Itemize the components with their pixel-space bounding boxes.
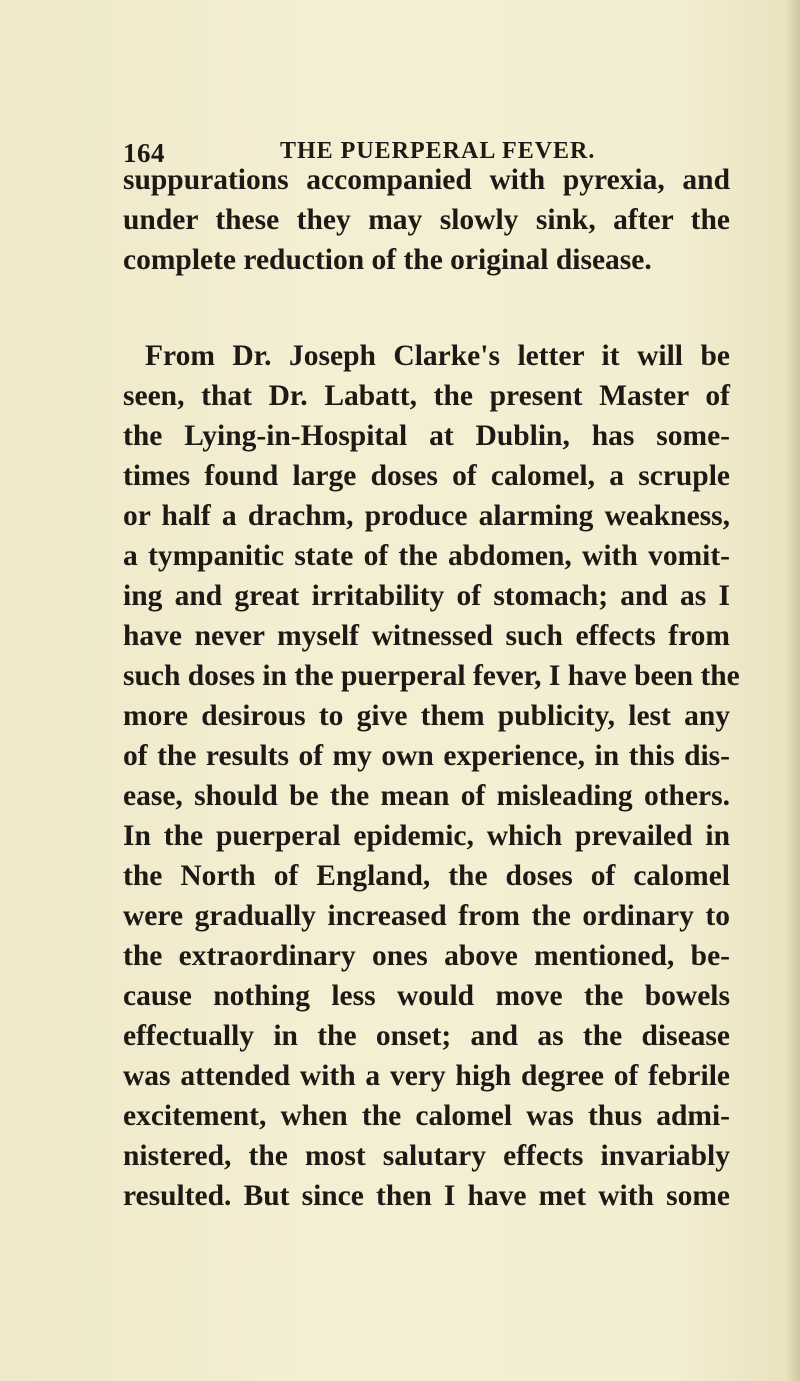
text-line: under these they may slowly sink, after the	[123, 204, 730, 236]
text-line: times found large doses of calomel, a scruple	[123, 460, 730, 492]
text-line: In the puerperal epidemic, which prevailed in	[123, 820, 730, 852]
text-line: complete reduction of the original disease.	[123, 244, 652, 276]
text-line: ing and great irritability of stomach; and as I	[123, 580, 730, 612]
text-line: cause nothing less would move the bowels	[123, 980, 730, 1012]
text-line: the Lying-in-Hospital at Dublin, has some-	[123, 420, 730, 452]
text-line: seen, that Dr. Labatt, the present Master of	[123, 380, 730, 412]
page-number: 164	[123, 138, 165, 168]
text-line: From Dr. Joseph Clarke's letter it will be	[145, 340, 730, 372]
text-line: excitement, when the calomel was thus admi-	[123, 1100, 730, 1132]
text-line: or half a drachm, produce alarming weakness,	[123, 500, 730, 532]
text-line: ease, should be the mean of misleading others.	[123, 780, 730, 812]
text-line: have never myself witnessed such effects from	[123, 620, 730, 652]
text-line: were gradually increased from the ordinary to	[123, 900, 730, 932]
page-edge-shadow	[786, 0, 800, 1381]
text-line: nistered, the most salutary effects invariably	[123, 1140, 730, 1172]
text-line: more desirous to give them publicity, lest any	[123, 700, 730, 732]
text-line: effectually in the onset; and as the disease	[123, 1020, 730, 1052]
text-line: of the results of my own experience, in this dis-	[123, 740, 730, 772]
text-line: a tympanitic state of the abdomen, with vomit-	[123, 540, 730, 572]
text-line: the extraordinary ones above mentioned, be-	[123, 940, 730, 972]
text-line: suppurations accompanied with pyrexia, and	[123, 164, 730, 196]
running-head: THE PUERPERAL FEVER.	[280, 138, 596, 164]
text-line: resulted. But since then I have met with some	[123, 1180, 730, 1212]
text-line: was attended with a very high degree of febrile	[123, 1060, 730, 1092]
text-line: such doses in the puerperal fever, I have been the	[123, 660, 740, 692]
text-line: the North of England, the doses of calomel	[123, 860, 730, 892]
